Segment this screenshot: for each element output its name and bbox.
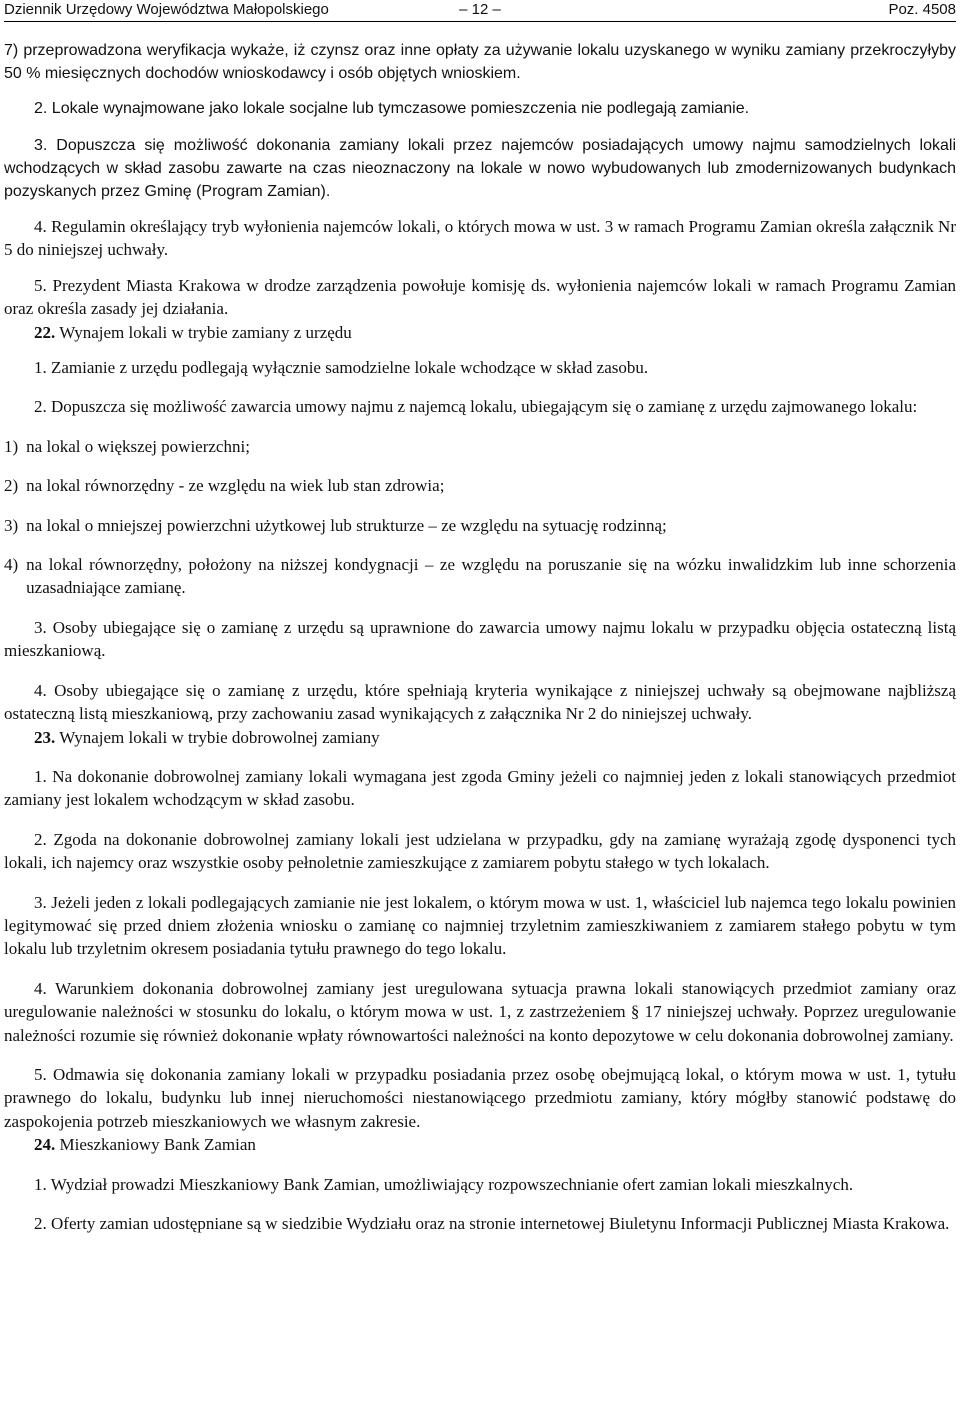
section-24-title: Mieszkaniowy Bank Zamian xyxy=(59,1135,256,1155)
page-number: – 12 – xyxy=(459,1,501,18)
document-body xyxy=(4,39,956,1235)
s23-paragraph-1: 1. Na dokonanie dobrowolnej zamiany lokali wymagana jest zgoda Gminy jeżeli co najmniej jeden z lokali stanowiących przedmiot zamiany jest lokalem wchodzącym w skład zasobu. xyxy=(4,766,956,810)
section-22-heading xyxy=(4,321,956,344)
list-item-text: na lokal równorzędny - ze względu na wiek lub stan zdrowia; xyxy=(26,476,445,496)
s24-paragraph-2: 2. Oferty zamian udostępniane są w siedzibie Wydziału oraz na stronie internetowej Biuletynu Informacji Publicznej Miasta Krakowa. xyxy=(34,1214,950,1233)
header-divider xyxy=(4,21,956,22)
section-24-number: 24. xyxy=(34,1135,56,1155)
list-item xyxy=(4,435,956,458)
paragraph-item-7: 7) przeprowadzona weryfikacja wykaże, iż czynsz oraz inne opłaty za używanie lokalu uzyskanego w wyniku zamiany przekroczyłyby 50 % miesięcznych dochodów wnioskodawcy i osób objętych wnioskiem. xyxy=(4,42,956,82)
s22-paragraph-3: 3. Osoby ubiegające się o zamianę z urzędu są uprawnione do zawarcia umowy najmu lokalu w przypadku objęcia ostateczną listą mieszkaniową. xyxy=(4,617,956,661)
s22-paragraph-1: 1. Zamianie z urzędu podlegają wyłącznie samodzielne lokale wchodzące w skład zasobu. xyxy=(34,358,649,378)
list-item xyxy=(4,474,956,497)
list-item-number: 4) xyxy=(4,555,19,575)
list-item-number: 2) xyxy=(4,476,19,496)
section-22-title: Wynajem lokali w trybie zamiany z urzędu xyxy=(59,322,352,342)
s23-paragraph-5: 5. Odmawia się dokonania zamiany lokali w przypadku posiadania przez osobę obejmującą lokal, o którym mowa w ust. 1, tytułu prawnego do lokalu, budynku lub innej nieruchomości niestanowiącego przedmiotu zamiany, który mógłby stanowić podstawę do zaspokojenia potrzeb mieszkaniowych we własnym zakresie. xyxy=(4,1064,956,1131)
s23-paragraph-4: 4. Warunkiem dokonania dobrowolnej zamiany jest uregulowana sytuacja prawna lokali stanowiących przedmiot zamiany oraz uregulowanie należności w stosunku do lokalu, o którym mowa w ust. 1, z zastrzeżeniem § 17 niniejszej uchwały. Poprzez uregulowanie należności rozumie się również dokonanie wpłaty równowartości należności na konto depozytowe w celu dokonania dobrowolnej zamiany. xyxy=(4,978,956,1045)
section-23-heading xyxy=(4,726,956,749)
section-22-number: 22. xyxy=(34,322,56,342)
s23-paragraph-2: 2. Zgoda na dokonanie dobrowolnej zamiany lokali jest udzielana w przypadku, gdy na zamianę wyrażają zgodę dysponenci tych lokali, ich najemcy oraz wszystkie osoby pełnoletnie zamieszkujące z zamiarem pobytu stałego w tych lokalach. xyxy=(4,829,956,873)
s23-paragraph-3: 3. Jeżeli jeden z lokali podlegających zamianie nie jest lokalem, o którym mowa w ust. 1, właściciel lub najemca tego lokalu powinien legitymować się przed dniem złożenia wniosku o zamianę co najmniej trzyletnim zamieszkiwaniem z zamiarem stałego pobytu w tym lokalu lub trzyletnim okresem posiadania tytułu prawnego do tego lokalu. xyxy=(4,892,956,959)
section-23-number: 23. xyxy=(34,727,56,747)
list-item-text: na lokal o mniejszej powierzchni użytkowej lub strukturze – ze względu na sytuację rodzinną; xyxy=(26,515,667,535)
list-item xyxy=(4,553,956,600)
section-23-title: Wynajem lokali w trybie dobrowolnej zamiany xyxy=(59,727,380,747)
position-number: Poz. 4508 xyxy=(888,1,956,18)
list-item-number: 3) xyxy=(4,515,19,535)
list-item-text: na lokal o większej powierzchni; xyxy=(26,436,250,456)
paragraph-4: 4. Regulamin określający tryb wyłonienia najemców lokali, o których mowa w ust. 3 w ramach Programu Zamian określa załącznik Nr 5 do niniejszej uchwały. xyxy=(4,217,956,260)
s24-paragraph-1: 1. Wydział prowadzi Mieszkaniowy Bank Zamian, umożliwiający rozpowszechnianie ofert zamian lokali mieszkalnych. xyxy=(34,1174,854,1194)
list-item xyxy=(4,514,956,537)
s22-paragraph-2: 2. Dopuszcza się możliwość zawarcia umowy najmu z najemcą lokalu, ubiegającym się o zamianę z urzędu zajmowanego lokalu: xyxy=(34,397,918,417)
paragraph-3: 3. Dopuszcza się możliwość dokonania zamiany lokali przez najemców posiadających umowy najmu samodzielnych lokali wchodzących w skład zasobu zawarte na czas nieoznaczony na lokale w nowo wybudowanych lub zmodernizowanych budynkach pozyskanych przez Gminę (Program Zamian). xyxy=(4,137,956,200)
s22-paragraph-4: 4. Osoby ubiegające się o zamianę z urzędu, które spełniają kryteria wynikające z niniejszej uchwały są obejmowane najbliższą ostateczną listą mieszkaniową, przy zachowaniu zasad wynikających z załącznika Nr 2 do niniejszej uchwały. xyxy=(4,680,956,724)
paragraph-2: 2. Lokale wynajmowane jako lokale socjalne lub tymczasowe pomieszczenia nie podlegają zamianie. xyxy=(34,100,750,117)
journal-title: Dziennik Urzędowy Województwa Małopolskiego xyxy=(4,1,329,18)
list-item-text: na lokal równorzędny, położony na niższej kondygnacji – ze względu na poruszanie się na wózku inwalidzkim lub inne schorzenia uzasadniające zamianę. xyxy=(26,555,956,598)
paragraph-5: 5. Prezydent Miasta Krakowa w drodze zarządzenia powołuje komisję ds. wyłonienia najemców lokali w ramach Programu Zamian oraz określa zasady jej działania. xyxy=(4,275,956,319)
list-item-number: 1) xyxy=(4,436,19,456)
page-header xyxy=(4,0,956,22)
section-24-heading xyxy=(4,1133,956,1156)
